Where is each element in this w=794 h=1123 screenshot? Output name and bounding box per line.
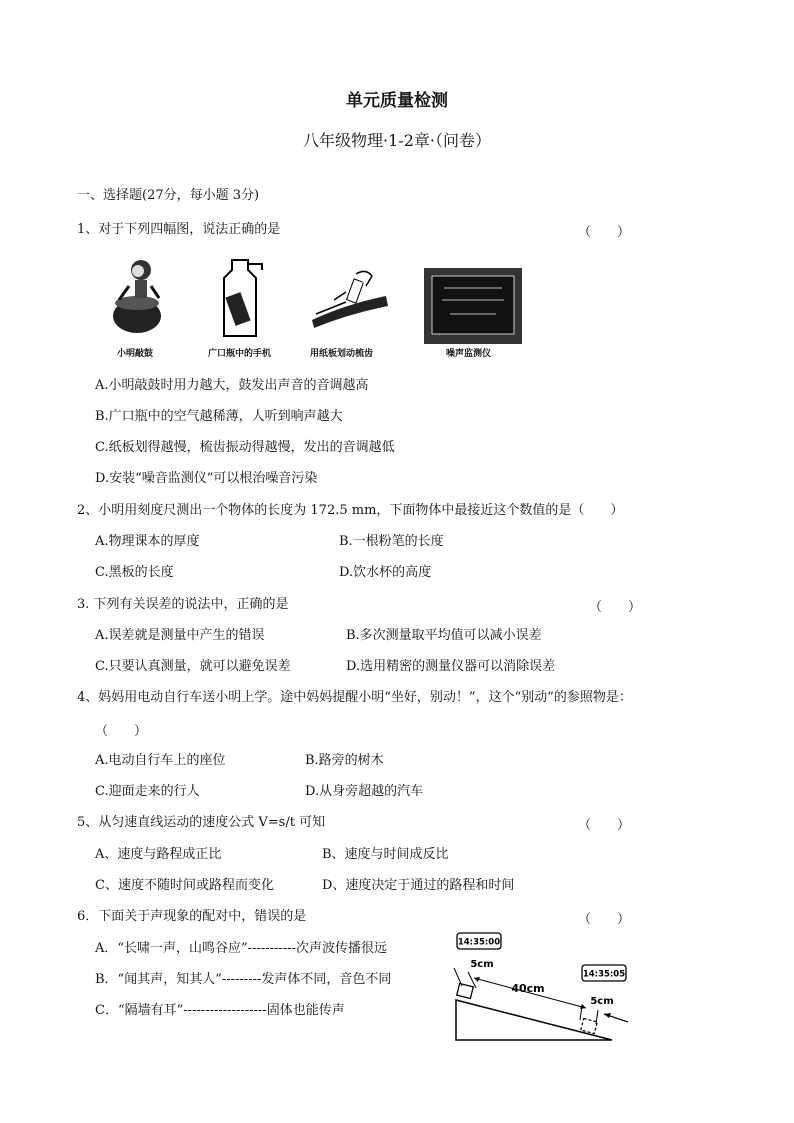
clock-end-label: 14:35:05 (582, 969, 626, 980)
q1-option-a: A.小明敲鼓时用力越大，鼓发出声音的音调越高 (95, 378, 369, 393)
q3-option-c: C.只要认真测量，就可以避免误差 (95, 659, 291, 674)
caption-drum: 小明敲鼓 (117, 349, 154, 359)
q4-option-d: D.从身旁超越的汽车 (305, 784, 424, 799)
q3-option-b: B.多次测量取平均值可以减小误差 (346, 628, 542, 643)
comb-card-image (306, 256, 390, 336)
q5-option-c: C、速度不随时间或路程而变化 (95, 878, 274, 893)
q2-stem: 2、小明用刻度尺测出一个物体的长度为 172.5 mm，下面物体中最接近这个数值的是（ ） (77, 503, 624, 518)
q3-option-d: D.选用精密的测量仪器可以消除误差 (346, 659, 556, 674)
q3-option-a: A.误差就是测量中产生的错误 (95, 628, 265, 643)
block-bottom (581, 1018, 597, 1033)
q6-stem: 6．下面关于声现象的配对中，错误的是 (77, 909, 307, 924)
label-block1-length: 5cm (470, 959, 494, 970)
q6-option-a: A．“长啸一声，山鸣谷应”-----------次声波传播很远 (95, 941, 387, 956)
q3-answer-paren: （ ） (589, 600, 642, 615)
q5-option-a: A、速度与路程成正比 (95, 847, 222, 862)
block-top (457, 983, 473, 998)
q2-option-b: B.一根粉笔的长度 (339, 534, 444, 549)
q5-stem: 5、从匀速直线运动的速度公式 V=s/t 可知 (77, 815, 326, 830)
q5-option-b: B、速度与时间成反比 (322, 847, 449, 862)
drum-boy-image (107, 256, 169, 338)
caption-jar: 广口瓶中的手机 (208, 349, 272, 359)
q6-option-c: C．“隔墙有耳”-------------------固体也能传声 (95, 1003, 345, 1018)
label-block2-length: 5cm (590, 996, 614, 1007)
page-title: 单元质量检测 (346, 91, 448, 111)
q4-answer-paren: （ ） (95, 724, 148, 739)
q6-option-b: B．“闻其声，知其人”---------发声体不同，音色不同 (95, 972, 392, 987)
label-track-length: 40cm (511, 982, 545, 995)
tick-left (454, 968, 462, 986)
q5-answer-paren: （ ） (578, 818, 631, 833)
q4-option-b: B.路旁的树木 (305, 753, 384, 768)
page-subtitle: 八年级物理·1-2章·（问卷） (303, 131, 491, 150)
noise-monitor-image (424, 268, 522, 344)
q2-option-a: A.物理课本的厚度 (95, 534, 200, 549)
section-heading: 一、选择题(27分，每小题 3分) (77, 188, 260, 203)
q3-stem: 3. 下列有关误差的说法中，正确的是 (77, 597, 289, 612)
q6-answer-paren: （ ） (578, 912, 631, 927)
caption-comb: 用纸板划动梳齿 (310, 349, 374, 359)
q1-option-c: C.纸板划得越慢，梳齿振动得越慢，发出的音调越低 (95, 440, 395, 455)
q4-option-a: A.电动自行车上的座位 (95, 753, 226, 768)
q2-option-d: D.饮水杯的高度 (339, 565, 432, 580)
caption-monitor: 噪声监测仪 (446, 349, 492, 359)
q1-answer-paren: （ ） (578, 225, 631, 240)
q4-stem: 4、妈妈用电动自行车送小明上学。途中妈妈提醒小明“坐好，别动！”，这个“别动”的参照物是： (77, 690, 632, 705)
q4-option-c: C.迎面走来的行人 (95, 784, 200, 799)
q1-stem: 1、对于下列四幅图，说法正确的是 (77, 222, 281, 237)
clock-start-label: 14:35:00 (457, 937, 501, 948)
jar-phone-image (218, 256, 268, 342)
q1-option-d: D.安装“噪音监测仪”可以根治噪音污染 (95, 471, 318, 486)
q2-option-c: C.黑板的长度 (95, 565, 174, 580)
incline-diagram (440, 928, 636, 1046)
q1-option-b: B.广口瓶中的空气越稀薄，人听到响声越大 (95, 409, 343, 424)
q5-option-d: D、速度决定于通过的路程和时间 (322, 878, 515, 893)
